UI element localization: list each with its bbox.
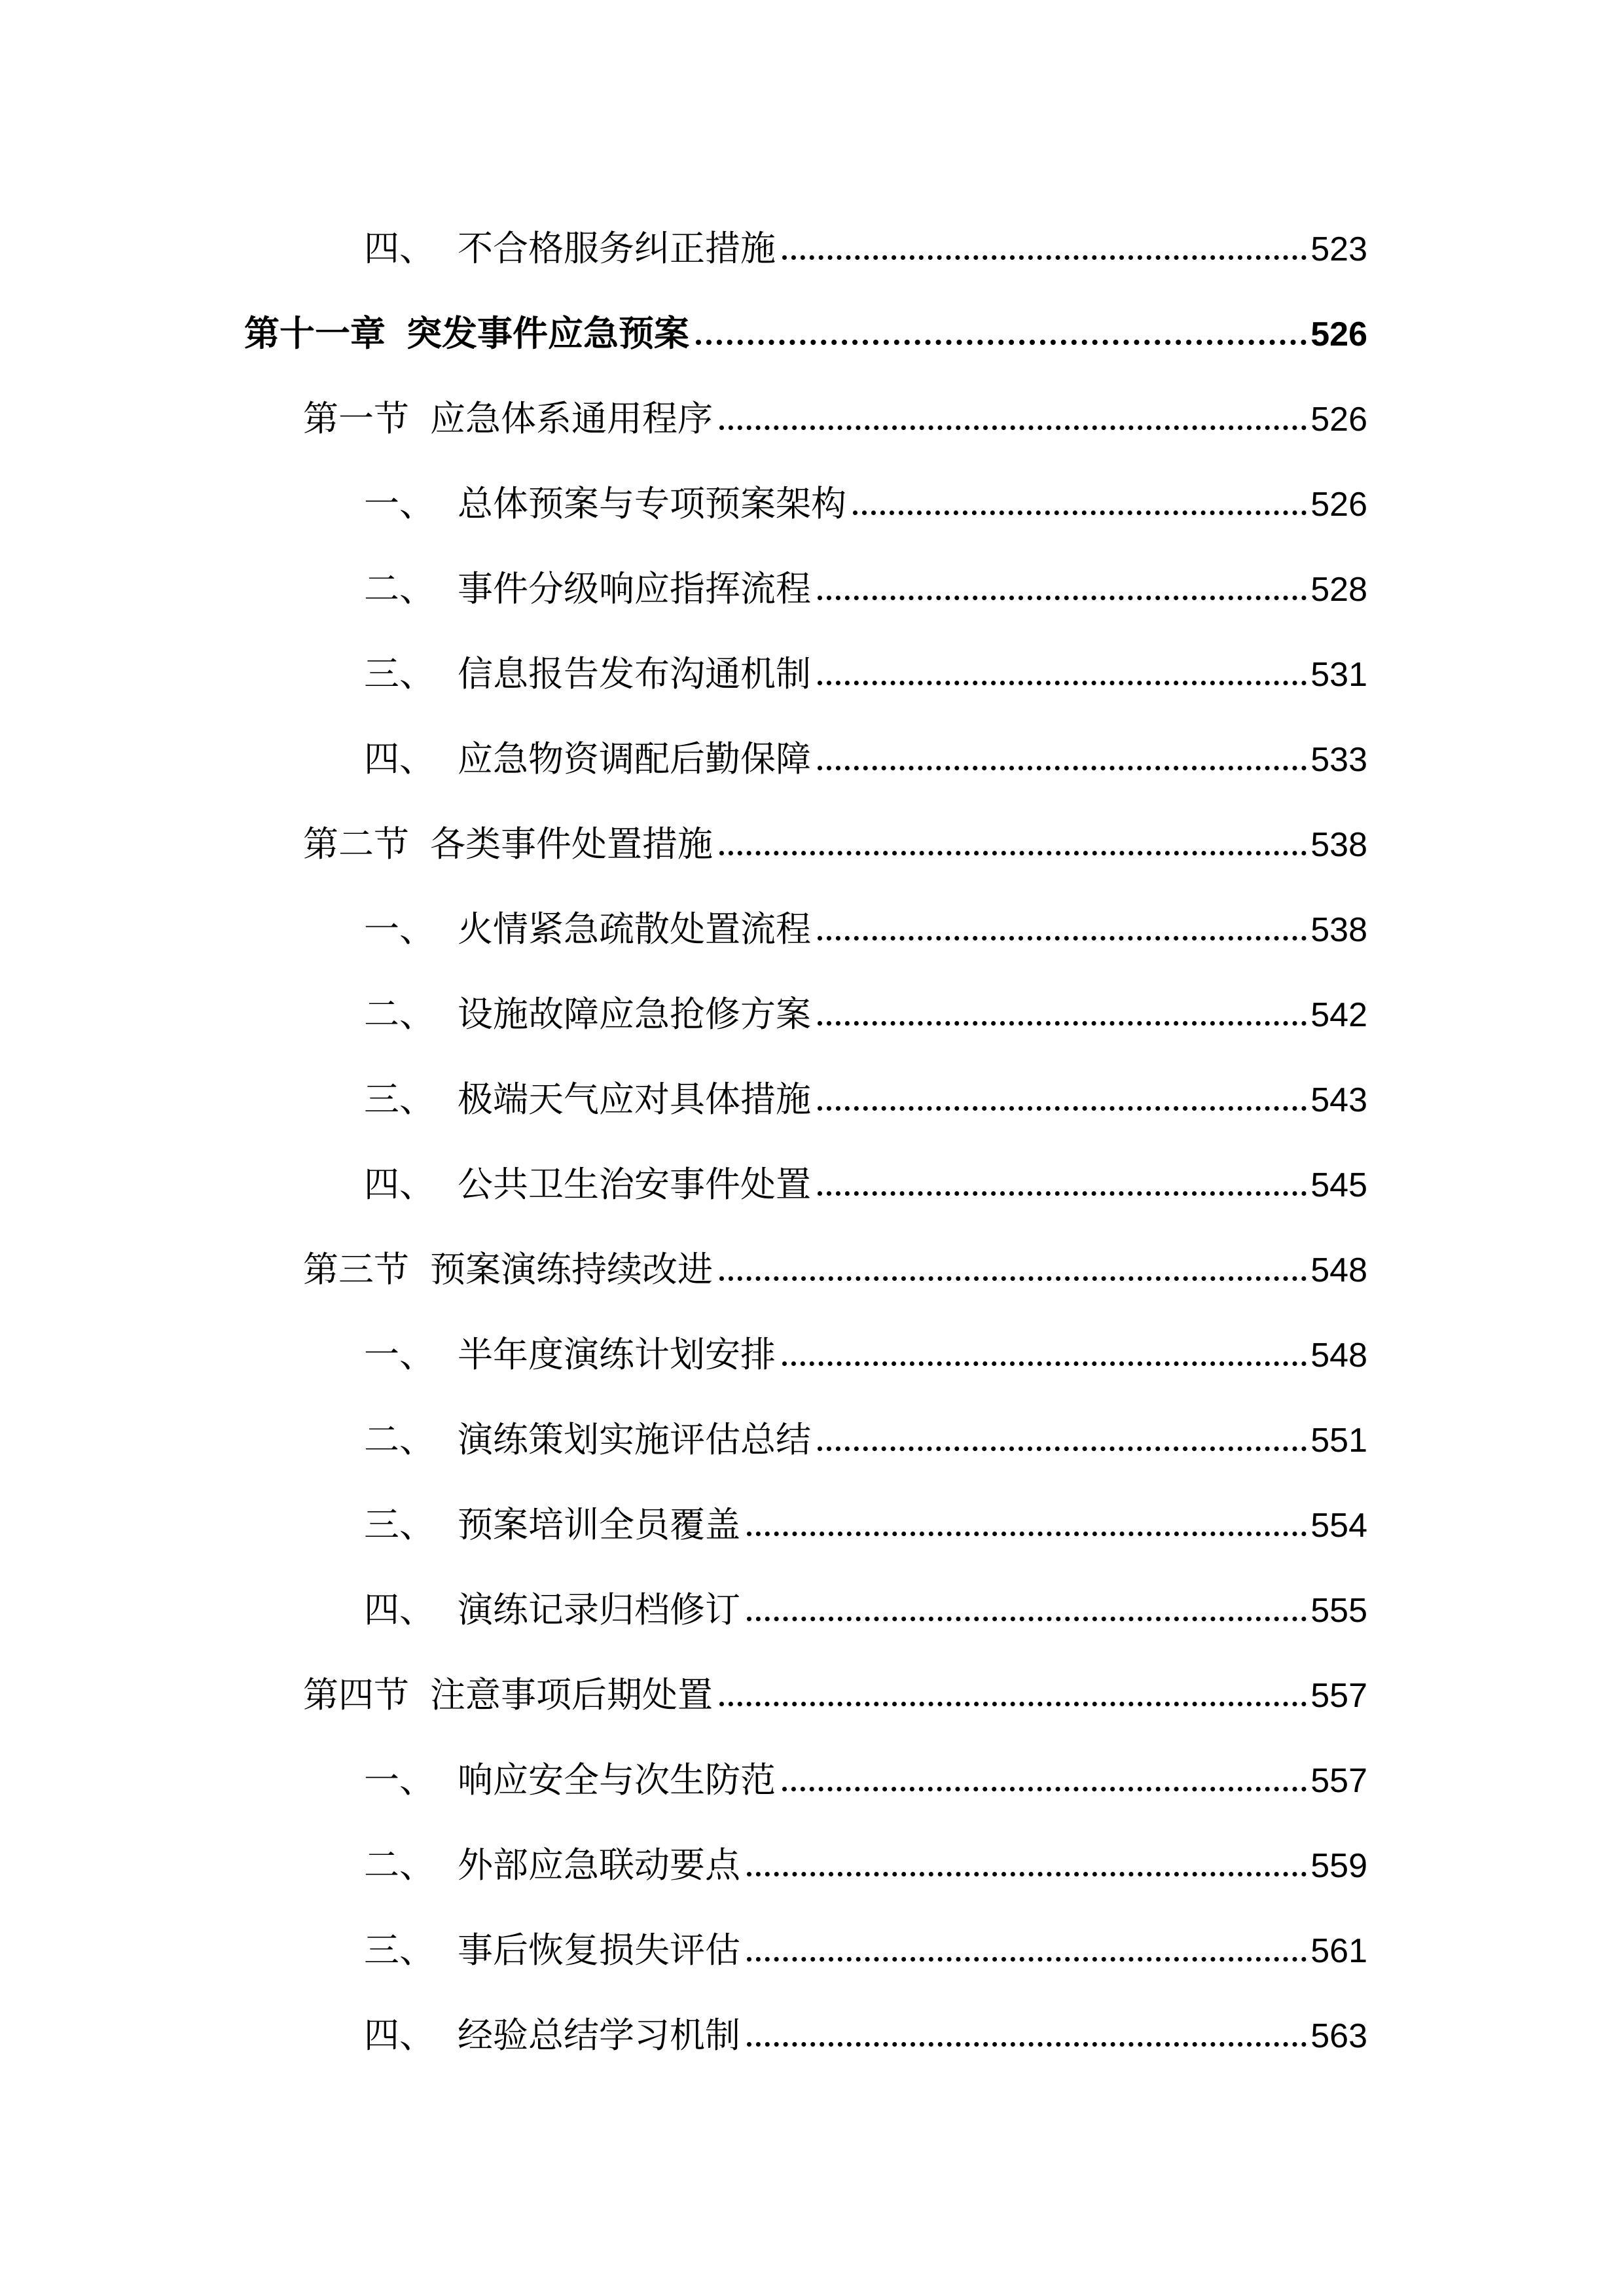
toc-entry-number: 一、	[364, 1759, 435, 1801]
toc-entry[interactable]	[364, 980, 1367, 1035]
toc-page-number: 557	[1310, 1677, 1367, 1715]
dot-leader	[696, 340, 1307, 345]
toc-entry-title: 半年度演练计划安排	[458, 1334, 776, 1375]
toc-entry[interactable]	[364, 639, 1367, 692]
toc-entry-label	[364, 994, 811, 1035]
toc-entry-label	[364, 1844, 740, 1886]
toc-page-number: 554	[1310, 1507, 1367, 1545]
toc-entry[interactable]	[364, 1490, 1367, 1543]
toc-entry-number: 三、	[364, 1929, 435, 1971]
toc-entry-title: 火情紧急疏散处置流程	[458, 908, 811, 950]
toc-entry-title: 预案培训全员覆盖	[458, 1504, 740, 1545]
toc-entry[interactable]	[364, 895, 1367, 950]
toc-page-number: 542	[1310, 996, 1367, 1034]
toc-page-number: 563	[1310, 2017, 1367, 2055]
toc-entry-title: 外部应急联动要点	[458, 1844, 740, 1886]
toc-entry[interactable]	[364, 1831, 1367, 1886]
toc-entry-title: 演练策划实施评估总结	[458, 1419, 811, 1460]
toc-page-number: 548	[1310, 1251, 1367, 1289]
toc-entry-title: 总体预案与专项预案架构	[458, 483, 846, 524]
toc-page-number: 533	[1310, 741, 1367, 779]
toc-page-number: 538	[1310, 911, 1367, 949]
toc-entry-section[interactable]	[303, 1660, 1367, 1713]
toc-entry-label	[303, 1249, 713, 1290]
toc-entry-label	[364, 568, 811, 609]
toc-entry[interactable]	[364, 725, 1367, 780]
toc-entry-number: 二、	[364, 1844, 435, 1886]
toc-page-number: 545	[1310, 1166, 1367, 1204]
toc-entry-title: 极端天气应对具体措施	[458, 1079, 811, 1120]
toc-entry-title: 响应安全与次生防范	[458, 1759, 776, 1801]
toc-entry-label	[364, 1164, 811, 1205]
toc-entry-number: 第三节	[303, 1249, 409, 1290]
toc-entry[interactable]	[364, 1575, 1367, 1628]
toc-entry-title: 各类事件处置措施	[430, 823, 713, 865]
toc-entry-number: 二、	[364, 994, 435, 1035]
toc-entry-title: 经验总结学习机制	[458, 2015, 740, 2056]
toc-entry-number: 四、	[364, 738, 435, 780]
toc-entry-number: 二、	[364, 568, 435, 609]
toc-page-number: 526	[1310, 486, 1367, 524]
dot-leader	[818, 596, 1307, 600]
toc-entry-number: 一、	[364, 908, 435, 950]
toc-entry[interactable]	[364, 2001, 1367, 2056]
toc-entry[interactable]	[364, 1150, 1367, 1205]
toc-entry-number: 一、	[364, 483, 435, 524]
toc-entry-number: 三、	[364, 1504, 435, 1545]
toc-entry-label	[364, 1589, 740, 1630]
dot-leader	[782, 255, 1307, 260]
dot-leader	[747, 1872, 1307, 1876]
toc-page-number: 551	[1310, 1422, 1367, 1460]
toc-page-number: 559	[1310, 1847, 1367, 1885]
toc-entry[interactable]	[364, 554, 1367, 607]
toc-entry-title: 应急物资调配后勤保障	[458, 738, 811, 780]
toc-entry-label	[364, 1504, 740, 1545]
toc-entry-label	[364, 228, 776, 269]
dot-leader	[719, 425, 1307, 430]
toc-entry-label	[364, 2015, 740, 2056]
toc-entry-label	[364, 483, 846, 524]
toc-entry[interactable]	[364, 1320, 1367, 1375]
toc-page-number: 561	[1310, 1932, 1367, 1970]
toc-entry-title: 信息报告发布沟通机制	[458, 653, 811, 694]
dot-leader	[719, 851, 1307, 855]
toc-page-number: 526	[1310, 401, 1367, 439]
dot-leader	[747, 1957, 1307, 1962]
toc-entry-label	[244, 313, 689, 354]
toc-entry-number: 一、	[364, 1334, 435, 1375]
toc-page-number: 548	[1310, 1336, 1367, 1374]
toc-page-number: 531	[1310, 656, 1367, 694]
toc-page-number: 523	[1310, 230, 1367, 268]
toc-entry-title: 应急体系通用程序	[430, 398, 713, 439]
toc-entry-label	[364, 908, 811, 950]
dot-leader	[818, 1191, 1307, 1196]
toc-entry-number: 第一节	[303, 398, 409, 439]
toc-page-number: 543	[1310, 1081, 1367, 1119]
dot-leader	[818, 1106, 1307, 1111]
toc-entry[interactable]	[364, 214, 1367, 269]
toc-entry[interactable]	[364, 1746, 1367, 1801]
dot-leader	[782, 1361, 1307, 1366]
toc-page-number: 526	[1310, 315, 1367, 353]
toc-entry-title: 演练记录归档修订	[458, 1589, 740, 1630]
toc-entry-title: 不合格服务纠正措施	[458, 228, 776, 269]
toc-entry-number: 第四节	[303, 1674, 409, 1715]
toc-entry-number: 第二节	[303, 823, 409, 865]
dot-leader	[747, 1617, 1307, 1621]
toc-entry-label	[364, 653, 811, 694]
toc-page-number: 555	[1310, 1592, 1367, 1630]
toc-entry-title: 突发事件应急预案	[406, 313, 689, 354]
dot-leader	[747, 2042, 1307, 2047]
toc-entry-title: 注意事项后期处置	[430, 1674, 713, 1715]
toc-entry[interactable]	[364, 469, 1367, 522]
toc-entry-label	[364, 1334, 776, 1375]
toc-page-number: 557	[1310, 1762, 1367, 1800]
toc-entry-label	[303, 1674, 713, 1715]
toc-entry-label	[364, 1929, 740, 1971]
dot-leader	[818, 681, 1307, 685]
dot-leader	[853, 511, 1307, 515]
dot-leader	[818, 766, 1307, 770]
toc-entry-chapter[interactable]	[244, 299, 1367, 354]
toc-entry[interactable]	[364, 1065, 1367, 1120]
toc-entry-label	[303, 823, 713, 865]
toc-page-number: 528	[1310, 571, 1367, 609]
toc-entry-section[interactable]	[303, 810, 1367, 865]
toc-entry[interactable]	[364, 1405, 1367, 1458]
toc-entry-title: 设施故障应急抢修方案	[458, 994, 811, 1035]
toc-entry-title: 事后恢复损失评估	[458, 1929, 740, 1971]
toc-entry-title: 公共卫生治安事件处置	[458, 1164, 811, 1205]
toc-entry-section[interactable]	[303, 1235, 1367, 1290]
dot-leader	[818, 936, 1307, 941]
toc-entry[interactable]	[364, 1916, 1367, 1971]
dot-leader	[719, 1276, 1307, 1281]
toc-entry-number: 三、	[364, 653, 435, 694]
toc-entry-number: 第十一章	[244, 313, 386, 354]
toc-entry-label	[364, 1079, 811, 1120]
dot-leader	[818, 1446, 1307, 1451]
toc-entry-number: 四、	[364, 1164, 435, 1205]
toc-entry-number: 三、	[364, 1079, 435, 1120]
toc-entry-label	[364, 1759, 776, 1801]
toc-entry-title: 预案演练持续改进	[430, 1249, 713, 1290]
toc-entry-number: 二、	[364, 1419, 435, 1460]
toc-entry-number: 四、	[364, 2015, 435, 2056]
dot-leader	[818, 1021, 1307, 1026]
dot-leader	[747, 1532, 1307, 1536]
dot-leader	[782, 1787, 1307, 1791]
toc-entry-number: 四、	[364, 1589, 435, 1630]
toc-entry-section[interactable]	[303, 384, 1367, 437]
toc-entry-label	[364, 738, 811, 780]
toc-page-number: 538	[1310, 826, 1367, 864]
dot-leader	[719, 1702, 1307, 1706]
toc-entry-title: 事件分级响应指挥流程	[458, 568, 811, 609]
toc-entry-number: 四、	[364, 228, 435, 269]
toc-entry-label	[303, 398, 713, 439]
toc-entry-label	[364, 1419, 811, 1460]
